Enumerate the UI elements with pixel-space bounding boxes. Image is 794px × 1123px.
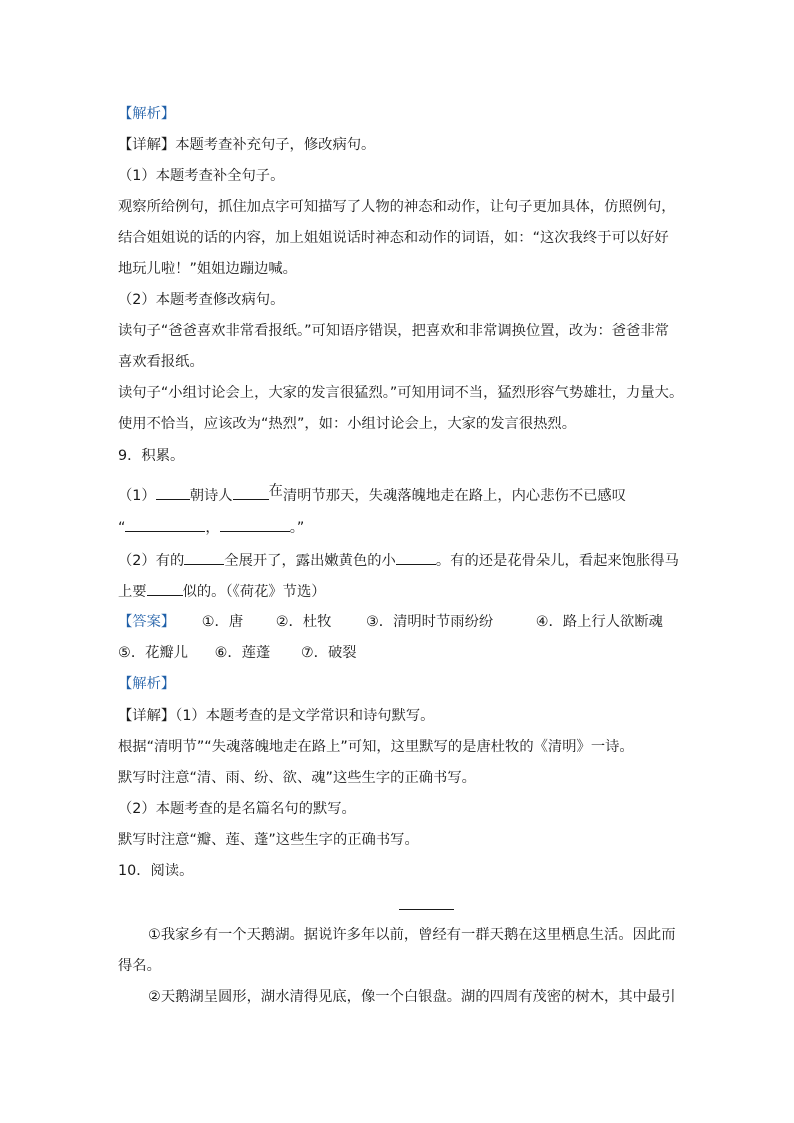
answer-item: ⑦．破裂 <box>300 645 357 661</box>
paragraph-line: （2）本题考查修改病句。 <box>118 292 285 308</box>
fill-blank-line: “ ， 。” <box>118 517 304 538</box>
reading-paragraph: 得名。 <box>118 958 161 974</box>
answer-item: ⑥．莲蓬 <box>214 645 271 661</box>
paragraph-line: 读句子“小组讨论会上，大家的发言很猛烈。”可知用词不当，猛烈形容气势雄壮，力量大。 <box>118 385 684 401</box>
paragraph-line: 观察所给例句，抓住加点字可知描写了人物的神态和动作，让句子更加具体，仿照例句， <box>118 199 676 215</box>
analysis-tag: 【解析】 <box>118 106 176 122</box>
answer-tag: 【答案】 <box>118 614 176 630</box>
paragraph-line: 根据“清明节”“失魂落魄地走在路上”可知，这里默写的是唐杜牧的《清明》一诗。 <box>118 739 634 755</box>
blank-field <box>147 581 183 596</box>
answer-item: ②．杜牧 <box>275 614 332 630</box>
detail-line <box>118 706 434 726</box>
blank-field <box>220 517 290 532</box>
paragraph-line: （1）本题考查补全句子。 <box>118 168 285 184</box>
answer-item: ⑤．花瓣儿 <box>118 645 189 661</box>
paragraph-line: 默写时注意“清、雨、纷、欲、魂”这些生字的正确书写。 <box>118 770 476 786</box>
blank-field <box>125 517 205 532</box>
detail-tag: 【详解】 <box>118 137 176 153</box>
answer-line <box>118 612 663 632</box>
answer-line <box>118 643 357 663</box>
question-heading: 9．积累。 <box>118 448 185 464</box>
blank-field <box>156 485 190 500</box>
reading-paragraph: ①我家乡有一个天鹅湖。据说许多年以前，曾经有一群天鹅在这里栖息生活。因此而 <box>148 927 676 943</box>
answer-item: ③．清明时节雨纷纷 <box>365 614 494 630</box>
fill-blank-line: （1） 朝诗人 在清明节那天，失魂落魄地走在路上，内心悲伤不已感叹 <box>118 483 627 504</box>
answer-item: ①．唐 <box>201 614 244 630</box>
reading-paragraph: ②天鹅湖呈圆形，湖水清得见底，像一个白银盘。湖的四周有茂密的树木，其中最引 <box>148 989 676 1005</box>
title-blank-line <box>399 909 454 910</box>
detail-tag: 【详解】 <box>118 708 176 724</box>
blank-field <box>396 550 436 565</box>
paragraph-line: 读句子“爸爸喜欢非常看报纸。”可知语序错误，把喜欢和非常调换位置，改为：爸爸非常 <box>118 323 669 339</box>
fill-blank-line: 上要 似的。（《荷花》节选） <box>118 581 326 602</box>
detail-text: 本题考查补充句子，修改病句。 <box>175 137 376 153</box>
paragraph-line: 默写时注意“瓣、莲、蓬”这些生字的正确书写。 <box>118 832 419 848</box>
paragraph-line: 使用不恰当，应该改为“热烈”，如：小组讨论会上，大家的发言很热烈。 <box>118 416 577 432</box>
analysis-tag: 【解析】 <box>118 676 176 692</box>
detail-text: （1）本题考查的是文学常识和诗句默写。 <box>175 708 435 724</box>
fill-blank-line: （2）有的 全展开了，露出嫩黄色的小 。有的还是花骨朵儿，看起来饱胀得马 <box>118 550 679 571</box>
answer-item: ④．路上行人欲断魂 <box>535 614 663 630</box>
detail-line <box>118 135 375 155</box>
paragraph-line: （2）本题考查的是名篇名句的默写。 <box>118 801 356 817</box>
paragraph-line: 喜欢看报纸。 <box>118 354 204 370</box>
blank-field <box>233 485 269 500</box>
paragraph-line: 地玩儿啦！”姐姐边蹦边喊。 <box>118 261 297 277</box>
blank-field <box>184 550 224 565</box>
question-heading: 10．阅读。 <box>118 863 194 879</box>
paragraph-line: 结合姐姐说的话的内容，加上姐姐说话时神态和动作的词语，如：“这次我终于可以好好 <box>118 230 669 246</box>
